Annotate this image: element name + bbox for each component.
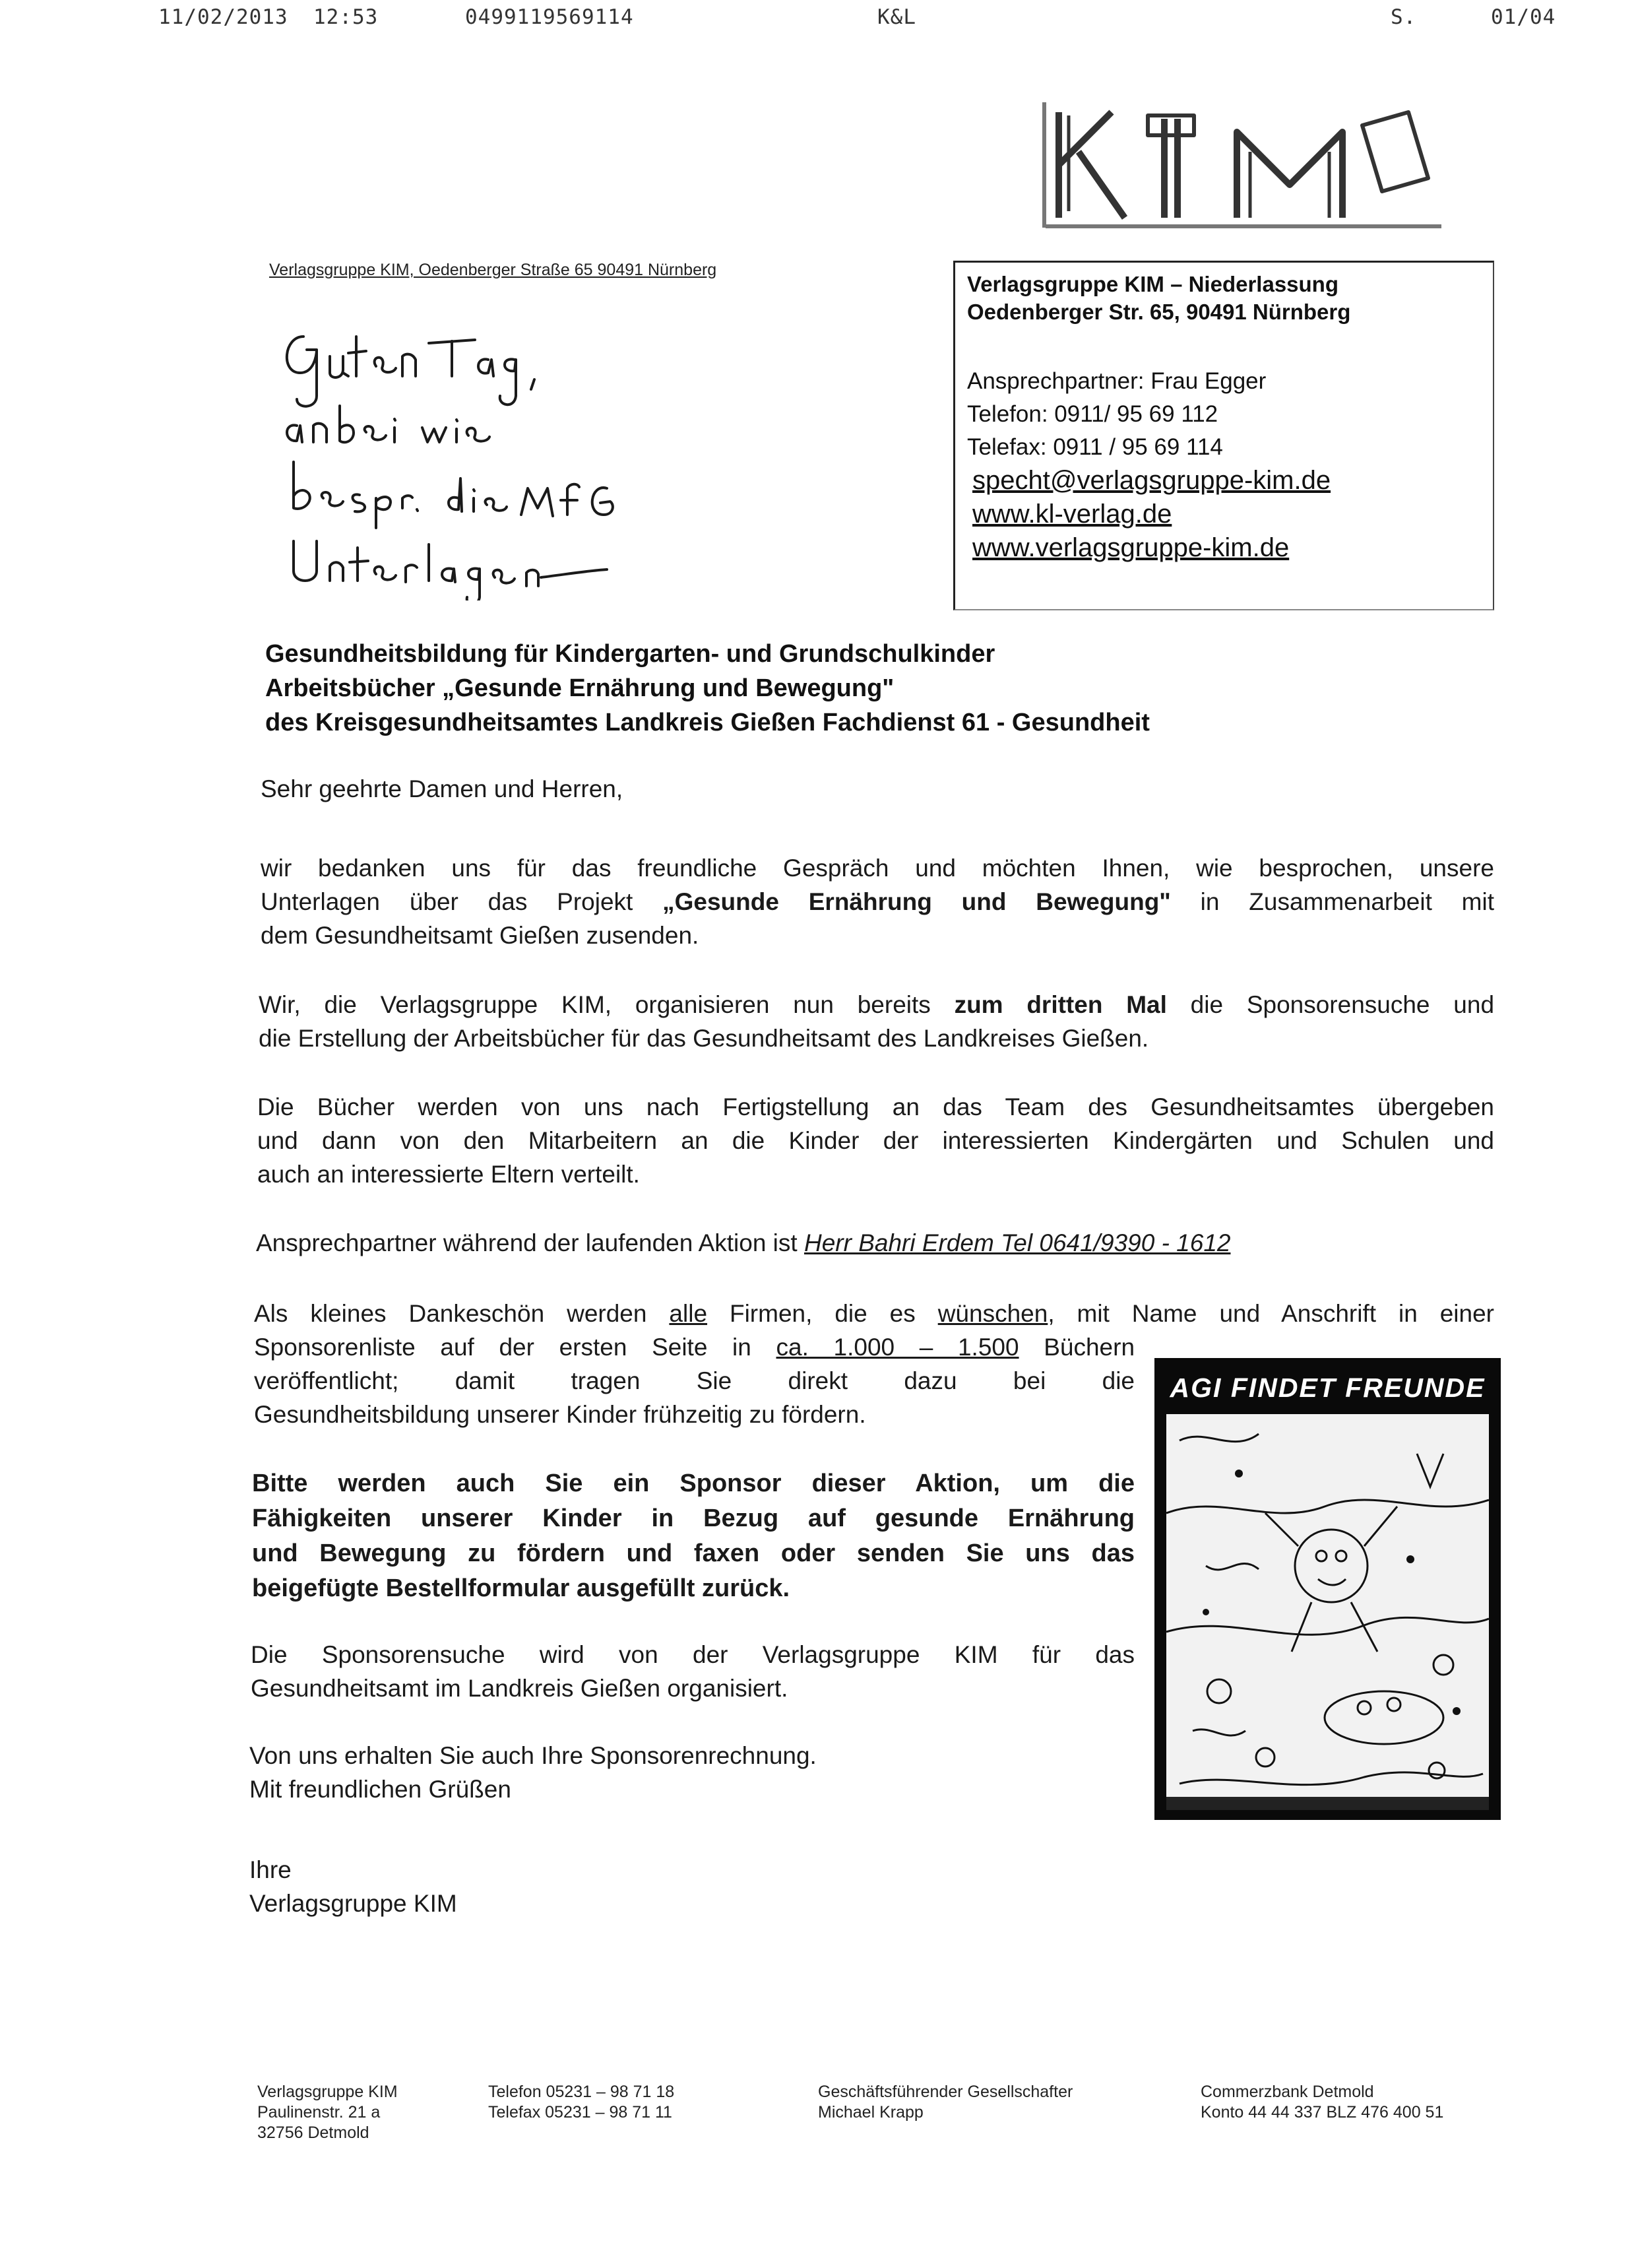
footer-company: Verlagsgruppe KIM bbox=[257, 2083, 398, 2101]
project-name: „Gesunde Ernährung und Bewegung" bbox=[662, 888, 1171, 915]
paragraph-6-call-to-action bbox=[252, 1466, 1135, 1606]
p3-line3: auch an interessierte Eltern verteilt. bbox=[257, 1161, 640, 1188]
fax-sender: K&L bbox=[877, 5, 916, 29]
footer-manager-name: Michael Krapp bbox=[818, 2103, 924, 2122]
paragraph-5 bbox=[254, 1297, 1494, 1330]
p2-text: Wir, die Verlagsgruppe KIM, organisieren nun bereits bbox=[259, 991, 931, 1018]
kim-logo bbox=[1039, 86, 1448, 241]
p5-line1 bbox=[254, 1297, 1494, 1330]
contact-person-phone: Herr Bahri Erdem Tel 0641/9390 - 1612 bbox=[803, 1229, 1231, 1256]
footer-management-title: Geschäftsführender Gesellschafter bbox=[818, 2083, 1073, 2101]
fax-page-prefix: S. bbox=[1391, 5, 1417, 29]
p6-line1: Bitte werden auch Sie ein Sponsor dieser Aktion, um die bbox=[252, 1470, 1135, 1497]
footer-street: Paulinenstr. 21 a bbox=[257, 2103, 381, 2122]
footer-bank-account: Konto 44 44 337 BLZ 476 400 51 bbox=[1201, 2103, 1444, 2122]
p5-text-2: Firmen, die es bbox=[729, 1300, 916, 1327]
signature-line1: Ihre bbox=[249, 1856, 292, 1883]
closing: Mit freundlichen Grüßen bbox=[249, 1776, 511, 1803]
footer-bank bbox=[1201, 2082, 1443, 2123]
sender-address-line: Verlagsgruppe KIM, Oedenberger Straße 65 90491 Nürnberg bbox=[269, 261, 717, 279]
footer-phone: Telefon 05231 – 98 71 18 bbox=[488, 2083, 675, 2101]
signature-line2: Verlagsgruppe KIM bbox=[249, 1890, 457, 1917]
subject-line2: Arbeitsbücher „Gesunde Ernährung und Bewegung" bbox=[265, 674, 895, 702]
p1-text-end: in Zusammenarbeit mit bbox=[1200, 888, 1495, 915]
p5-text: Als kleines Dankeschön werden bbox=[254, 1300, 647, 1327]
paragraph-7 bbox=[251, 1638, 1135, 1705]
p5-line4: Gesundheitsbildung unserer Kinder frühzeitig zu fördern. bbox=[254, 1401, 866, 1428]
contact-address-box bbox=[953, 261, 1494, 610]
handwritten-note bbox=[277, 310, 686, 600]
p5-line3: veröffentlicht; damit tragen Sie direkt dazu bei die bbox=[254, 1367, 1135, 1394]
website-link-verlagsgruppe-kim[interactable]: www.verlagsgruppe-kim.de bbox=[972, 533, 1290, 562]
p6-line3: und Bewegung zu fördern und faxen oder senden Sie uns das bbox=[252, 1539, 1135, 1567]
paragraph-1 bbox=[261, 851, 1494, 952]
address-title bbox=[967, 271, 1350, 326]
website-link-kl-verlag[interactable]: www.kl-verlag.de bbox=[972, 500, 1172, 529]
p3-line2: und dann von den Mitarbeitern an die Kinder der interessierten Kindergärten und Schulen und bbox=[257, 1127, 1494, 1154]
p1-line3: dem Gesundheitsamt Gießen zusenden. bbox=[261, 922, 699, 949]
footer-city: 32756 Detmold bbox=[257, 2123, 369, 2142]
footer-company-address bbox=[257, 2082, 398, 2143]
contact-intro: Ansprechpartner während der laufenden Aktion ist bbox=[256, 1229, 798, 1256]
fax-date: 11/02/2013 bbox=[158, 5, 288, 29]
p3-line1: Die Bücher werden von uns nach Fertigstellung an das Team des Gesundheitsamtes übergeben bbox=[257, 1093, 1494, 1120]
p2-line2: die Erstellung der Arbeitsbücher für das Gesundheitsamt des Landkreises Gießen. bbox=[259, 1025, 1149, 1052]
p5-text-4: Sponsorenliste auf der ersten Seite in bbox=[254, 1334, 751, 1361]
subject-line1: Gesundheitsbildung für Kindergarten- und Grundschulkinder bbox=[265, 640, 995, 668]
book-cover-image bbox=[1154, 1358, 1501, 1820]
footer-bank-name: Commerzbank Detmold bbox=[1201, 2083, 1374, 2101]
contact-person: Ansprechpartner: Frau Egger bbox=[967, 368, 1267, 394]
p5-text-5: Büchern bbox=[1044, 1334, 1135, 1361]
book-cover-illustration bbox=[1166, 1414, 1489, 1810]
p5-copies: ca. 1.000 – 1.500 bbox=[776, 1334, 1019, 1361]
paragraph-3 bbox=[257, 1090, 1494, 1191]
footer-fax: Telefax 05231 – 98 71 11 bbox=[488, 2103, 672, 2122]
paragraph-2 bbox=[259, 988, 1494, 1055]
fax-time: 12:53 bbox=[313, 5, 379, 29]
contact-email-link[interactable]: specht@verlagsgruppe-kim.de bbox=[972, 466, 1331, 495]
paragraph-5-wrap bbox=[254, 1330, 1135, 1431]
address-title-line1: Verlagsgruppe KIM – Niederlassung bbox=[967, 272, 1338, 296]
contact-fax: Telefax: 0911 / 95 69 114 bbox=[967, 434, 1223, 460]
salutation: Sehr geehrte Damen und Herren, bbox=[261, 775, 623, 802]
address-title-line2: Oedenberger Str. 65, 90491 Nürnberg bbox=[967, 300, 1351, 324]
p6-line2: Fähigkeiten unserer Kinder in Bezug auf gesunde Ernährung bbox=[252, 1505, 1135, 1532]
book-cover-title: AGI FINDET FREUNDE bbox=[1170, 1373, 1486, 1403]
fax-number: 0499119569114 bbox=[465, 5, 634, 29]
p2-line1 bbox=[259, 988, 1494, 1021]
p1-text: Unterlagen über das Projekt bbox=[261, 888, 633, 915]
p5-text-3: , mit Name und Anschrift in einer bbox=[1048, 1300, 1495, 1327]
signature bbox=[249, 1853, 457, 1920]
footer-management bbox=[818, 2082, 1073, 2123]
letter-subject bbox=[265, 637, 1150, 740]
p7-line2: Gesundheitsamt im Landkreis Gießen organisiert. bbox=[251, 1675, 788, 1702]
p5-wish: wünschen bbox=[937, 1300, 1048, 1327]
p1-line1: wir bedanken uns für das freundliche Gespräch und möchten Ihnen, wie besprochen, unsere bbox=[261, 855, 1494, 882]
contact-phone: Telefon: 0911/ 95 69 112 bbox=[967, 401, 1218, 427]
fax-page: 01/04 bbox=[1491, 5, 1556, 29]
footer-phone-fax bbox=[488, 2082, 674, 2123]
third-time-emphasis: zum dritten Mal bbox=[954, 991, 1167, 1018]
p5-line2 bbox=[254, 1330, 1135, 1364]
p8-line: Von uns erhalten Sie auch Ihre Sponsorenrechnung. bbox=[249, 1742, 817, 1769]
p2-text-end: die Sponsorensuche und bbox=[1190, 991, 1495, 1018]
p5-all: alle bbox=[669, 1300, 708, 1327]
subject-line3: des Kreisgesundheitsamtes Landkreis Gießen Fachdienst 61 - Gesundheit bbox=[265, 709, 1150, 736]
p7-line1: Die Sponsorensuche wird von der Verlagsgruppe KIM für das bbox=[251, 1641, 1135, 1668]
address-contact-details bbox=[967, 365, 1331, 565]
p1-line2 bbox=[261, 885, 1494, 919]
p6-line4: beigefügte Bestellformular ausgefüllt zurück. bbox=[252, 1574, 790, 1602]
paragraph-4 bbox=[256, 1226, 1230, 1260]
paragraph-8 bbox=[249, 1739, 817, 1806]
